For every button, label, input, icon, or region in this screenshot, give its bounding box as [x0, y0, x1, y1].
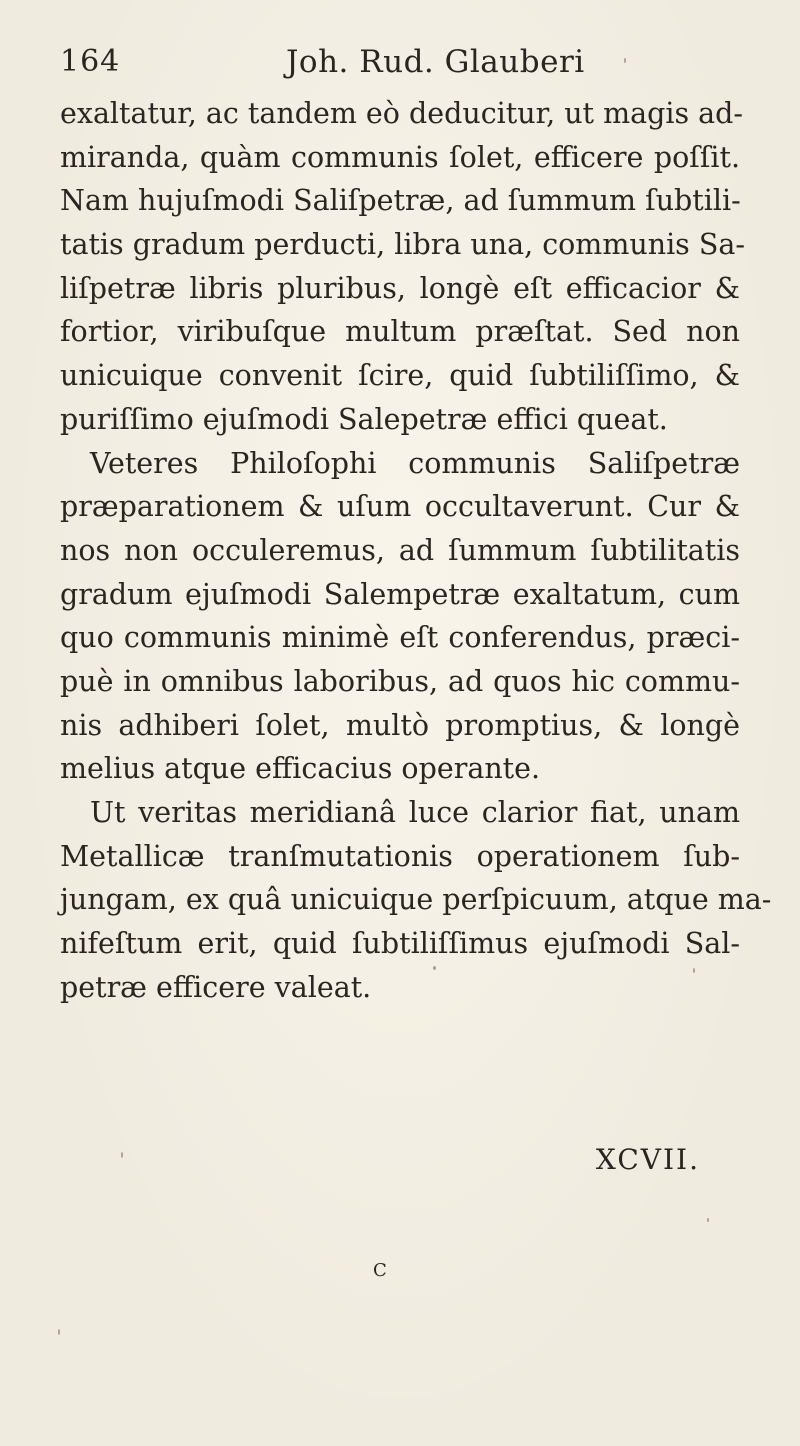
text-line: gradum ejuſmodi Salempetræ exaltatum, cum — [60, 577, 740, 611]
paper-speck — [58, 1329, 60, 1335]
text-line: puè in omnibus laboribus, ad quos hic commu- — [60, 664, 740, 698]
page-header — [60, 40, 740, 90]
text-line: fortior, viribuſque multum præſtat. Sed non — [60, 315, 740, 349]
paper-speck — [707, 1218, 709, 1222]
text-line: liſpetræ libris pluribus, longè eſt efficacior & — [60, 271, 740, 305]
paper-speck — [433, 966, 436, 970]
text-line: nis adhiberi ſolet, multò promptius, & longè — [60, 708, 740, 742]
text-line: Nam hujuſmodi Saliſpetræ, ad ſummum ſubtili- — [60, 184, 741, 218]
signature-mark: C — [373, 1260, 387, 1281]
text-line: exaltatur, ac tandem eò deducitur, ut magis ad- — [60, 97, 743, 130]
text-line: puriſſimo ejuſmodi Salepetræ effici queat. — [60, 402, 668, 436]
paper-speck — [121, 1152, 123, 1158]
text-line: nifeſtum erit, quid ſubtiliſſimus ejuſmodi Sal- — [60, 927, 740, 961]
paper-speck — [624, 58, 626, 63]
text-line: unicuique convenit ſcire, quid ſubtiliſſimo, & — [60, 359, 740, 393]
text-line: præparationem & uſum occultaverunt. Cur & — [60, 490, 740, 524]
text-line: Veteres Philoſophi communis Saliſpetræ — [90, 446, 740, 480]
text-line: jungam, ex quâ unicuique perſpicuum, atque ma- — [60, 883, 772, 917]
page-number: 164 — [60, 44, 121, 79]
paper-speck — [693, 968, 695, 973]
catchword: XCVII. — [595, 1143, 700, 1176]
text-line: tatis gradum perducti, libra una, communis Sa- — [60, 228, 746, 262]
running-head: Joh. Rud. Glauberi — [286, 44, 585, 80]
text-line: nos non occuleremus, ad ſummum ſubtilitatis — [60, 533, 740, 567]
text-line: miranda, quàm communis ſolet, efficere poſſit. — [60, 140, 740, 174]
text-line: quo communis minimè eſt conferendus, præci- — [60, 621, 740, 655]
text-line: melius atque efficacius operante. — [60, 752, 541, 786]
body-text — [60, 92, 772, 1009]
text-line: petræ efficere valeat. — [60, 970, 372, 1004]
text-line: Ut veritas meridianâ luce clarior fiat, unam — [90, 796, 740, 829]
text-line: Metallicæ tranſmutationis operationem ſub- — [60, 839, 740, 873]
